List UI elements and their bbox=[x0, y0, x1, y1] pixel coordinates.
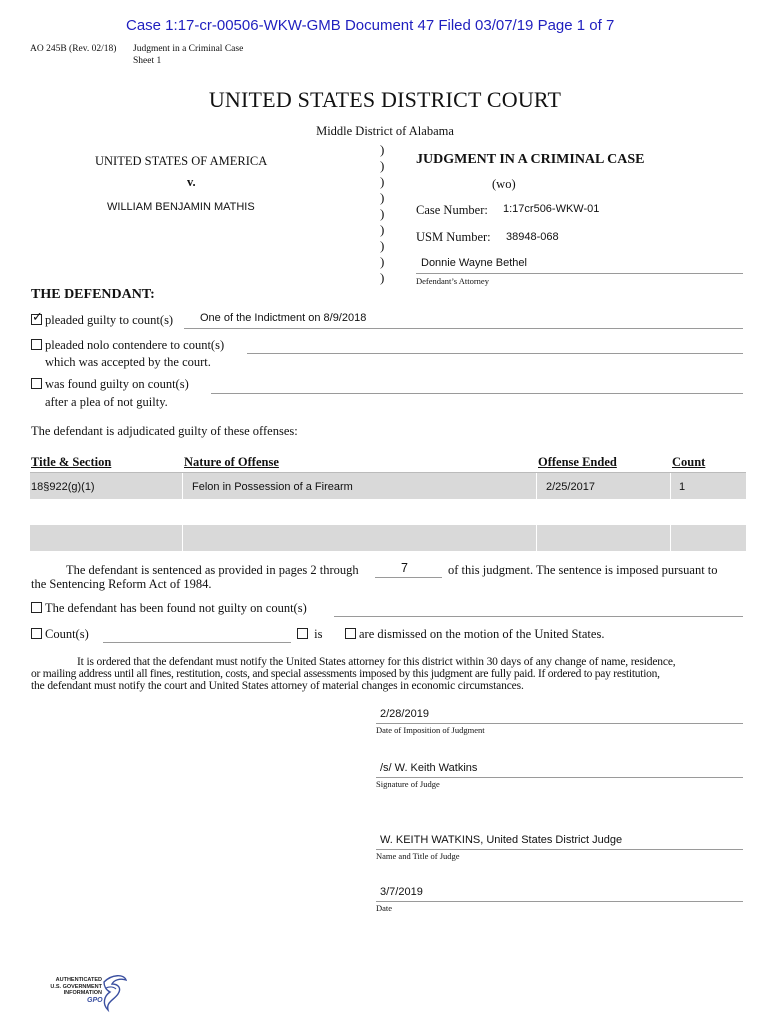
usm-label: USM Number: bbox=[416, 230, 491, 244]
gpo-logo: AUTHENTICATED U.S. GOVERNMENT INFORMATION GPO bbox=[40, 970, 130, 1020]
table-cell-nature: Felon in Possession of a Firearm bbox=[192, 481, 353, 493]
nolo-sub: which was accepted by the court. bbox=[45, 355, 211, 369]
not-guilty-row bbox=[31, 601, 307, 616]
gpo-mark: GPO bbox=[87, 997, 103, 1004]
sentence-pages: 7 bbox=[401, 561, 408, 575]
table-row bbox=[30, 473, 746, 499]
table-header-count: Count bbox=[672, 455, 706, 469]
judgment-title: JUDGMENT IN A CRIMINAL CASE bbox=[416, 152, 645, 167]
case-stamp: Case 1:17-cr-00506-WKW-GMB Document 47 Filed 03/07/19 Page 1 of 7 bbox=[126, 17, 615, 34]
order-line-1: It is ordered that the defendant must notify the United States attorney for this district within 30 days of any change of name, residence, bbox=[77, 656, 676, 668]
counts-row bbox=[31, 627, 89, 642]
attorney-label: Defendant’s Attorney bbox=[416, 276, 489, 286]
court-district: Middle District of Alabama bbox=[316, 124, 454, 138]
pleaded-guilty-line bbox=[184, 328, 743, 329]
nolo-label: pleaded nolo contendere to count(s) bbox=[45, 338, 225, 352]
court-name: UNITED STATES DISTRICT COURT bbox=[208, 87, 562, 112]
found-guilty-checkbox[interactable] bbox=[31, 378, 42, 389]
usm-number: 38948-068 bbox=[506, 231, 559, 243]
judgment-subtitle: (wo) bbox=[492, 177, 516, 191]
signature-label: Signature of Judge bbox=[376, 779, 440, 789]
found-guilty-line bbox=[211, 393, 743, 394]
adjudicated-text: The defendant is adjudicated guilty of these offenses: bbox=[31, 424, 298, 438]
form-sheet: Sheet 1 bbox=[133, 56, 162, 66]
table-header-title-section: Title & Section bbox=[31, 455, 112, 469]
nolo-line bbox=[247, 353, 743, 354]
is-checkbox[interactable] bbox=[297, 628, 308, 639]
table-header-nature: Nature of Offense bbox=[184, 455, 279, 469]
pleaded-guilty-row bbox=[31, 313, 173, 328]
sentence-text-before: The defendant is sentenced as provided in pages 2 through bbox=[66, 563, 359, 577]
counts-label: Count(s) bbox=[45, 627, 89, 641]
table-cell-title-section: 18§922(g)(1) bbox=[31, 481, 95, 493]
order-line-3: the defendant must notify the court and United States attorney of material changes in economic circumstances. bbox=[31, 680, 524, 692]
are-checkbox[interactable] bbox=[345, 628, 356, 639]
attorney-name: Donnie Wayne Bethel bbox=[421, 257, 527, 269]
table-cell-offense-ended: 2/25/2017 bbox=[546, 481, 595, 493]
are-row bbox=[345, 627, 604, 642]
are-label: are dismissed on the motion of the United States. bbox=[359, 627, 605, 641]
name-title-label: Name and Title of Judge bbox=[376, 851, 460, 861]
sentence-text-line2: the Sentencing Reform Act of 1984. bbox=[31, 577, 212, 591]
judge-signature: /s/ W. Keith Watkins bbox=[380, 762, 478, 774]
date-label: Date bbox=[376, 903, 393, 913]
case-number: 1:17cr506-WKW-01 bbox=[503, 203, 600, 215]
defendant-name: WILLIAM BENJAMIN MATHIS bbox=[107, 201, 255, 213]
versus: v. bbox=[187, 175, 196, 189]
form-id: AO 245B (Rev. 02/18) bbox=[30, 44, 117, 54]
found-guilty-sub: after a plea of not guilty. bbox=[45, 395, 168, 409]
imposition-date-label: Date of Imposition of Judgment bbox=[376, 725, 485, 735]
eagle-icon bbox=[100, 972, 128, 1016]
signed-date: 3/7/2019 bbox=[380, 886, 423, 898]
not-guilty-checkbox[interactable] bbox=[31, 602, 42, 613]
pleaded-guilty-checkbox[interactable] bbox=[31, 314, 42, 325]
not-guilty-label: The defendant has been found not guilty on count(s) bbox=[45, 601, 307, 615]
table-row bbox=[30, 525, 746, 551]
found-guilty-label: was found guilty on count(s) bbox=[45, 377, 189, 391]
pleaded-guilty-label: pleaded guilty to count(s) bbox=[45, 313, 174, 327]
pleaded-guilty-value: One of the Indictment on 8/9/2018 bbox=[200, 312, 367, 324]
attorney-line bbox=[416, 273, 743, 274]
is-label: is bbox=[314, 627, 323, 641]
plaintiff-name: UNITED STATES OF AMERICA bbox=[95, 154, 268, 168]
counts-checkbox[interactable] bbox=[31, 628, 42, 639]
case-number-label: Case Number: bbox=[416, 203, 488, 217]
order-line-2: or mailing address until all fines, restitution, costs, and special assessments imposed by this judgment are fully paid. If ordered to pay restitution, bbox=[31, 668, 660, 680]
table-header-offense-ended: Offense Ended bbox=[538, 455, 617, 469]
judge-name-title: W. KEITH WATKINS, United States District Judge bbox=[380, 834, 623, 846]
form-title: Judgment in a Criminal Case bbox=[133, 44, 244, 54]
table-cell-count: 1 bbox=[679, 481, 686, 493]
imposition-date: 2/28/2019 bbox=[380, 708, 429, 720]
sentence-text-after: of this judgment. The sentence is imposed pursuant to bbox=[448, 563, 718, 577]
found-guilty-row bbox=[31, 377, 189, 392]
nolo-row bbox=[31, 338, 224, 353]
defendant-heading: THE DEFENDANT: bbox=[31, 287, 155, 302]
is-row bbox=[297, 627, 322, 642]
nolo-checkbox[interactable] bbox=[31, 339, 42, 350]
